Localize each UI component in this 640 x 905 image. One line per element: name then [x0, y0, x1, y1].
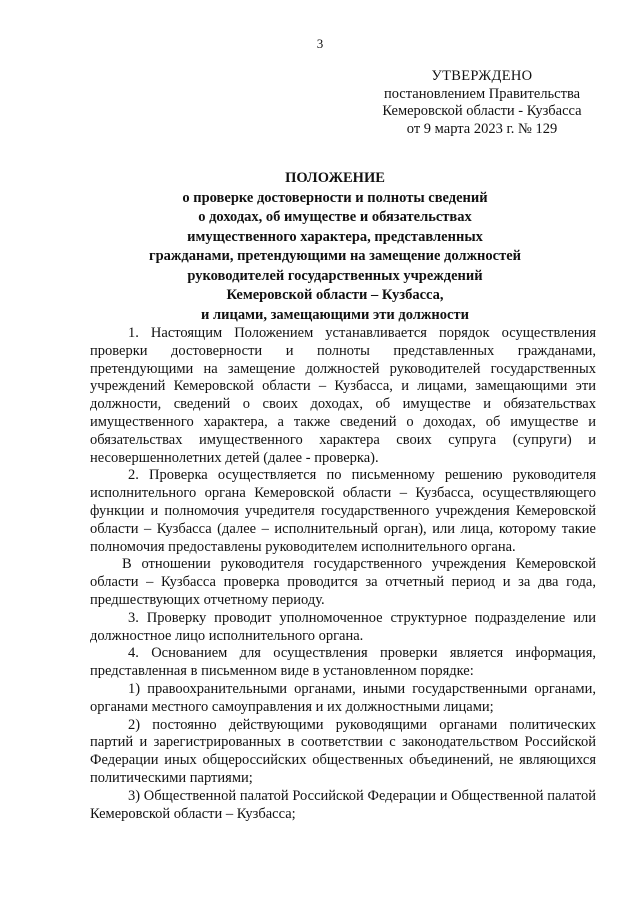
paragraph-4-item-1: 1) правоохранительными органами, иными государственными органами, органами местного самоуправления и их должностными лицами;	[90, 680, 596, 715]
title-heading: ПОЛОЖЕНИЕ	[285, 170, 385, 186]
paragraph-2-continued: В отношении руководителя государственного учреждения Кемеровской области – Кузбасса проверка проводится за отчетный период и за два года, предшествующих отчетному периоду.	[90, 556, 596, 608]
paragraph-4-item-3: 3) Общественной палатой Российской Федерации и Общественной палатой Кемеровской области – Кузбасса;	[90, 787, 596, 822]
approval-line-1: постановлением Правительства	[383, 85, 581, 102]
approval-line-3: от 9 марта 2023 г. № 129	[406, 120, 558, 137]
approval-heading: УТВЕРЖДЕНО	[431, 68, 533, 84]
title-line: гражданами, претендующими на замещение должностей	[148, 248, 522, 264]
title-line: имущественного характера, представленных	[187, 228, 483, 245]
document-title	[70, 169, 600, 325]
paragraph-1: 1. Настоящим Положением устанавливается порядок осуществления проверки достоверности и полноты представленных гражданами, претендующими на замещение должностей руководителей государственных учреждений Кемеровской области – Кузбасса, и лицами, замещающими эти должности, сведений о своих доходах, об имуществе и обязательствах имущественного характера, а также сведений о доходах, об имуществе и обязательствах имущественного характера своих супруга (супруги) и несовершеннолетних детей (далее - проверка).	[90, 325, 596, 466]
paragraph-3: 3. Проверку проводит уполномоченное структурное подразделение или должностное лицо исполнительного органа.	[90, 609, 596, 644]
title-line: о доходах, об имуществе и обязательствах	[198, 209, 472, 225]
approval-line-2: Кемеровской области - Кузбасса	[382, 103, 582, 120]
title-line: Кемеровской области – Кузбасса,	[226, 287, 444, 303]
paragraph-4-item-2: 2) постоянно действующими руководящими органами политических партий и зарегистрированных в соответствии с законодательством Российской Федерации иных общероссийских общественных объединений, не являющихся политическими партиями;	[90, 716, 596, 786]
title-line: руководителей государственных учреждений	[187, 267, 483, 284]
title-line: и лицами, замещающими эти должности	[201, 306, 469, 323]
paragraph-4: 4. Основанием для осуществления проверки является информация, представленная в письменном виде в установленном порядке:	[90, 645, 596, 680]
paragraph-2: 2. Проверка осуществляется по письменному решению руководителя исполнительного органа Кемеровской области – Кузбасса, осуществляющего функции и полномочия учредителя государственного учреждения Кемеровской области – Кузбасса (далее – исполнительный орган), или лица, которому такие полномочия предоставлены руководителем исполнительного органа.	[90, 467, 596, 555]
title-line: о проверке достоверности и полноты сведений	[182, 189, 488, 206]
document-body	[90, 325, 596, 823]
page-number: 3	[316, 36, 324, 51]
approval-stamp-block	[362, 68, 602, 138]
